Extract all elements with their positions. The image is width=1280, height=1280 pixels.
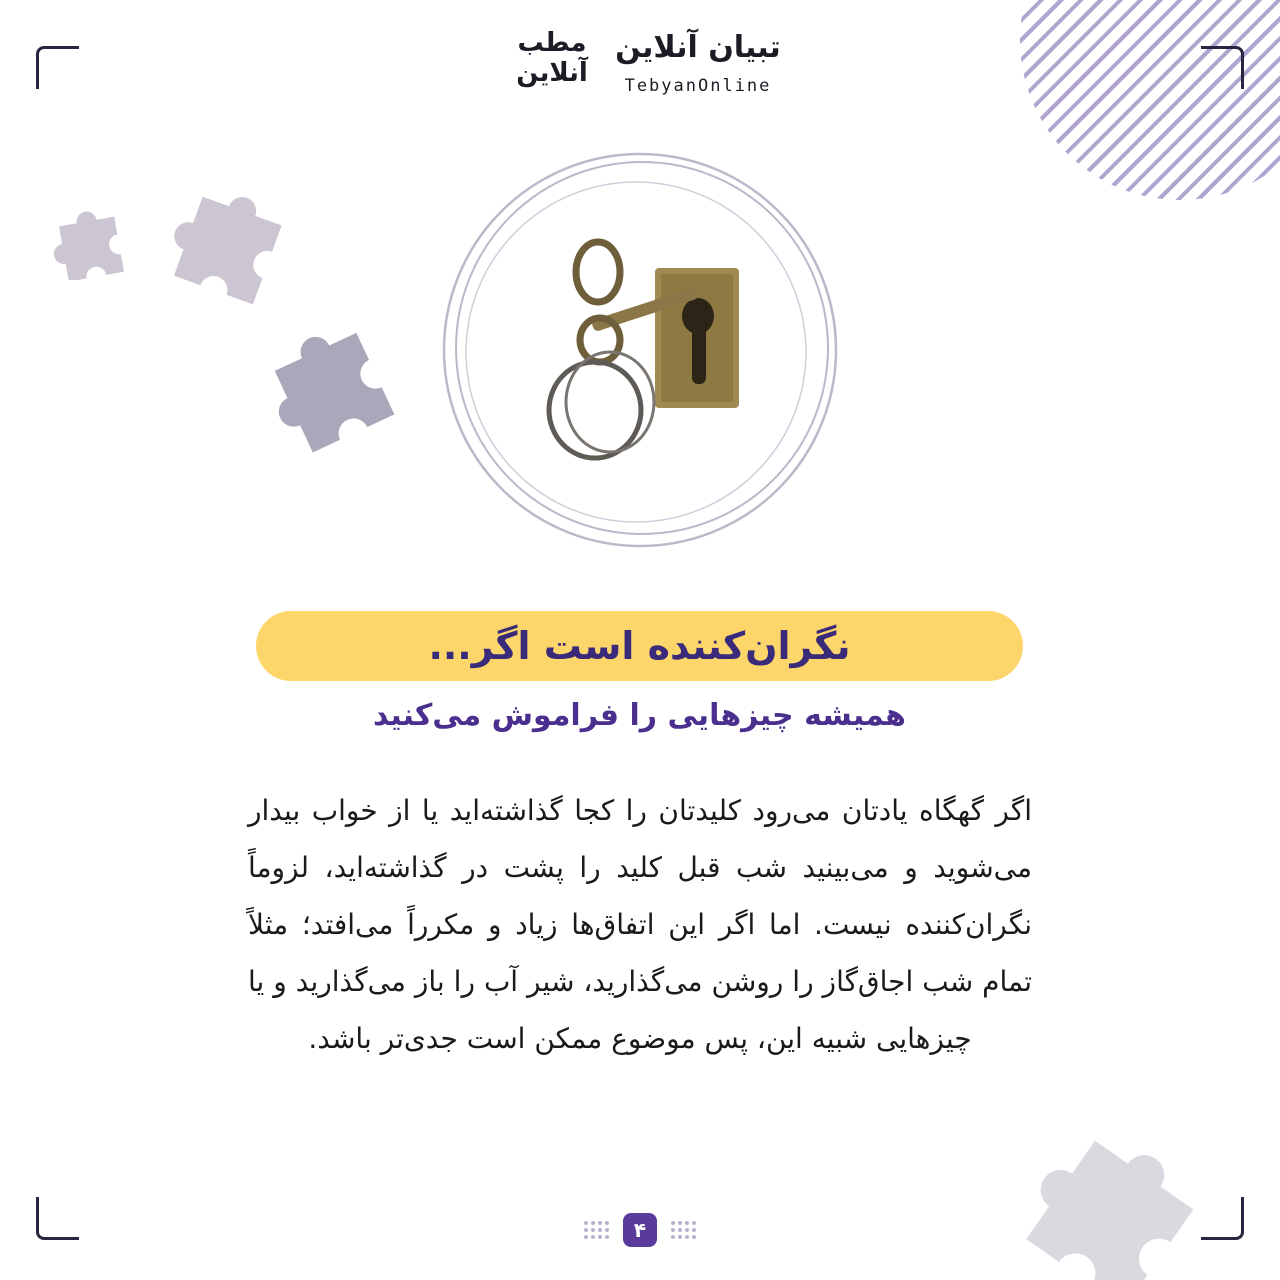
puzzle-piece-icon (168, 180, 298, 310)
tebyan-online-latin-logo: TebyanOnline (624, 76, 772, 96)
corner-bracket-top-left (36, 46, 79, 89)
subtitle: همیشه چیزهایی را فراموش می‌کنید (373, 698, 906, 733)
matab-online-logo: مطب آنلاین (516, 28, 588, 88)
body-paragraph: اگر گهگاه یادتان می‌رود کلیدتان را کجا گذاشته‌اید یا از خواب بیدار می‌شوید و می‌بینید شب قبل کلید را پشت در گذاشته‌اید، لزوماً نگران‌کننده نیست. اما اگر این اتفاق‌ها زیاد و مکرراً می‌افتد؛ مثلاً تمام شب اجاق‌گاز را روشن می‌گذارید، شیر آب را باز می‌گذارید و یا چیزهایی شبیه این، پس موضوع ممکن است جدی‌تر باشد. (248, 794, 1032, 1055)
page-number-badge: ۴ (623, 1213, 657, 1247)
key-illustration (430, 140, 850, 560)
puzzle-piece-icon (1008, 1130, 1228, 1280)
tebyan-online-logo: تبیان آنلاین (615, 30, 781, 65)
page-title: نگران‌کننده است اگر... (428, 624, 851, 668)
dots-decoration-left (584, 1221, 609, 1239)
puzzle-piece-icon (52, 200, 142, 280)
puzzle-piece-icon (262, 316, 412, 456)
dots-decoration-right (671, 1221, 696, 1239)
page-indicator (0, 1212, 1280, 1248)
corner-bracket-top-right (1201, 46, 1244, 89)
striped-circle-decoration (1020, 0, 1280, 200)
brand-logos (500, 28, 800, 108)
